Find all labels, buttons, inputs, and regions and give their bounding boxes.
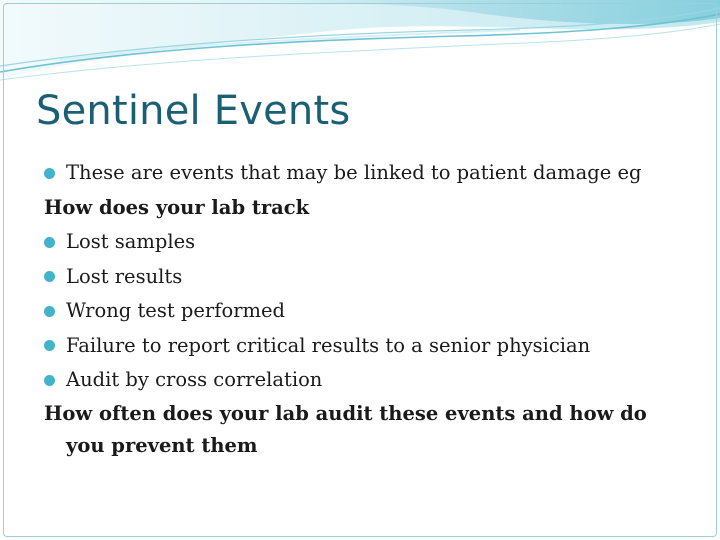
- header-wave-decoration: [0, 0, 720, 90]
- bullet-text: Failure to report critical results to a senior physician: [66, 333, 591, 357]
- slide-body: [44, 156, 694, 462]
- question-track: How does your lab track: [44, 195, 310, 219]
- bullet-text: Lost samples: [66, 230, 196, 253]
- bullet-dot-icon: [44, 168, 55, 179]
- slide-title: Sentinel Events: [36, 88, 351, 134]
- bullet-text: Lost results: [66, 264, 183, 288]
- bullet-item-lost-samples: [44, 225, 694, 260]
- bullet-dot-icon: [44, 271, 55, 282]
- bullet-item-lost-results: [44, 260, 694, 295]
- bullet-dot-icon: [44, 340, 55, 351]
- bullet-text: Wrong test performed: [66, 299, 286, 322]
- bullet-item-intro: [44, 156, 694, 191]
- bullet-item-critical-results: [44, 329, 694, 364]
- bullet-item-audit: [44, 363, 694, 398]
- bullet-dot-icon: [44, 306, 55, 317]
- bullet-item-wrong-test: [44, 294, 694, 329]
- bullet-text: These are events that may be linked to patient damage eg: [66, 161, 642, 184]
- question-audit-line-2: you prevent them: [66, 433, 258, 457]
- question-audit-line-1: How often does your lab audit these events and how do: [44, 401, 647, 425]
- bullet-text: Audit by cross correlation: [66, 368, 323, 391]
- bullet-dot-icon: [44, 237, 55, 248]
- question-audit: [44, 398, 694, 462]
- bullet-dot-icon: [44, 375, 55, 386]
